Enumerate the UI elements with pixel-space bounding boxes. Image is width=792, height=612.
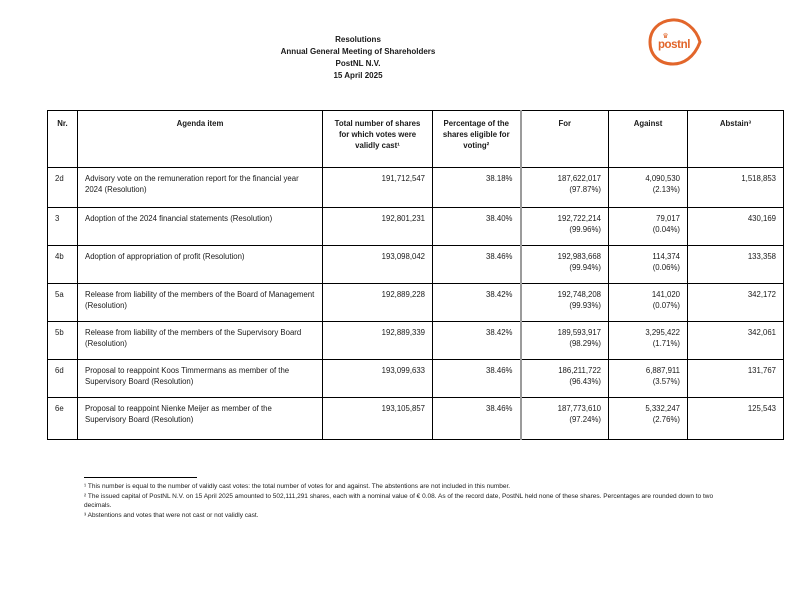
- for-votes: [521, 398, 609, 440]
- against-count: 5,332,247: [645, 404, 680, 413]
- against-votes: [609, 322, 688, 360]
- against-count: 4,090,530: [645, 174, 680, 183]
- row-nr: 5a: [48, 284, 78, 322]
- document-title-block: [0, 34, 716, 82]
- crown-icon: ♛: [662, 33, 669, 40]
- total-shares: 193,105,857: [323, 398, 433, 440]
- postnl-logo: [646, 16, 704, 70]
- against-votes: [609, 246, 688, 284]
- col-header-nr: Nr.: [48, 111, 78, 168]
- percentage-eligible: 38.46%: [433, 360, 521, 398]
- percentage-eligible: 38.46%: [433, 398, 521, 440]
- table-row: [48, 284, 784, 322]
- against-count: 141,020: [651, 290, 680, 299]
- title-line-meeting: Annual General Meeting of Shareholders: [280, 47, 436, 56]
- against-percent: (0.07%): [652, 301, 680, 310]
- for-count: 192,722,214: [557, 214, 601, 223]
- title-line-resolutions: Resolutions: [335, 35, 381, 44]
- abstain-votes: 1,518,853: [688, 168, 784, 208]
- against-votes: [609, 208, 688, 246]
- against-percent: (2.13%): [652, 185, 680, 194]
- table-row: [48, 398, 784, 440]
- for-percent: (97.87%): [569, 185, 601, 194]
- against-count: 79,017: [656, 214, 680, 223]
- agenda-item: Proposal to reappoint Nienke Meijer as member of the Supervisory Board (Resolution): [78, 398, 323, 440]
- total-shares: 192,889,339: [323, 322, 433, 360]
- for-percent: (99.93%): [569, 301, 601, 310]
- against-percent: (3.57%): [652, 377, 680, 386]
- logo-wordmark: postnl: [657, 39, 691, 51]
- agenda-item: Release from liability of the members of the Board of Management (Resolution): [78, 284, 323, 322]
- table-header-row: [48, 111, 784, 168]
- for-count: 187,622,017: [557, 174, 601, 183]
- for-votes: [521, 322, 609, 360]
- col-header-abstain: Abstain³: [688, 111, 784, 168]
- agenda-item: Release from liability of the members of the Supervisory Board (Resolution): [78, 322, 323, 360]
- abstain-votes: 133,358: [688, 246, 784, 284]
- agenda-item: Proposal to reappoint Koos Timmermans as member of the Supervisory Board (Resolution): [78, 360, 323, 398]
- for-percent: (99.96%): [569, 225, 601, 234]
- against-votes: [609, 360, 688, 398]
- table-row: [48, 168, 784, 208]
- row-nr: 6d: [48, 360, 78, 398]
- for-votes: [521, 246, 609, 284]
- for-votes: [521, 284, 609, 322]
- title-line-date: 15 April 2025: [333, 71, 383, 80]
- for-count: 187,773,610: [557, 404, 601, 413]
- agenda-item: Adoption of appropriation of profit (Resolution): [78, 246, 323, 284]
- resolutions-table: [47, 110, 784, 440]
- percentage-eligible: 38.42%: [433, 322, 521, 360]
- title-line-company: PostNL N.V.: [335, 59, 381, 68]
- col-header-percentage: Percentage of the shares eligible for voting²: [433, 111, 521, 168]
- footnote-2: ² The issued capital of PostNL N.V. on 15 April 2025 amounted to 502,111,291 shares, each with a nominal value of € 0.08. As of the record date, PostNL held none of these shares. Percentages are rounded down to two decimals.: [84, 492, 714, 509]
- total-shares: 192,801,231: [323, 208, 433, 246]
- for-votes: [521, 360, 609, 398]
- against-votes: [609, 168, 688, 208]
- row-nr: 6e: [48, 398, 78, 440]
- for-votes: [521, 168, 609, 208]
- row-nr: 4b: [48, 246, 78, 284]
- footnote-3: ³ Abstentions and votes that were not cast or not validly cast.: [84, 511, 259, 519]
- against-percent: (2.76%): [652, 415, 680, 424]
- row-nr: 5b: [48, 322, 78, 360]
- abstain-votes: 342,061: [688, 322, 784, 360]
- abstain-votes: 131,767: [688, 360, 784, 398]
- for-count: 192,748,208: [557, 290, 601, 299]
- total-shares: 191,712,547: [323, 168, 433, 208]
- against-votes: [609, 398, 688, 440]
- abstain-votes: 125,543: [688, 398, 784, 440]
- table-row: [48, 208, 784, 246]
- percentage-eligible: 38.42%: [433, 284, 521, 322]
- abstain-votes: 342,172: [688, 284, 784, 322]
- col-header-agenda: Agenda item: [78, 111, 323, 168]
- for-count: 192,983,668: [557, 252, 601, 261]
- table-row: [48, 360, 784, 398]
- agenda-item: Adoption of the 2024 financial statements (Resolution): [78, 208, 323, 246]
- total-shares: 193,098,042: [323, 246, 433, 284]
- col-header-for: For: [521, 111, 609, 168]
- against-count: 114,374: [652, 252, 680, 261]
- percentage-eligible: 38.40%: [433, 208, 521, 246]
- for-percent: (97.24%): [569, 415, 601, 424]
- against-votes: [609, 284, 688, 322]
- for-percent: (98.29%): [569, 339, 601, 348]
- for-percent: (99.94%): [569, 263, 601, 272]
- col-header-against: Against: [609, 111, 688, 168]
- row-nr: 3: [48, 208, 78, 246]
- percentage-eligible: 38.18%: [433, 168, 521, 208]
- against-percent: (1.71%): [652, 339, 680, 348]
- row-nr: 2d: [48, 168, 78, 208]
- total-shares: 193,099,633: [323, 360, 433, 398]
- for-percent: (96.43%): [569, 377, 601, 386]
- postnl-logo-icon: [646, 16, 704, 70]
- abstain-votes: 430,169: [688, 208, 784, 246]
- for-count: 186,211,722: [558, 366, 601, 375]
- against-count: 6,887,911: [645, 366, 680, 375]
- against-percent: (0.04%): [652, 225, 680, 234]
- col-header-total: Total number of shares for which votes were validly cast¹: [323, 111, 433, 168]
- table-row: [48, 322, 784, 360]
- percentage-eligible: 38.46%: [433, 246, 521, 284]
- total-shares: 192,889,228: [323, 284, 433, 322]
- footnote-separator: [84, 477, 197, 478]
- agenda-item: Advisory vote on the remuneration report for the financial year 2024 (Resolution): [78, 168, 323, 208]
- for-votes: [521, 208, 609, 246]
- footnote-1: ¹ This number is equal to the number of validly cast votes: the total number of votes for and against. The abstentions are not included in this number.: [84, 483, 511, 490]
- footnotes-block: [84, 482, 716, 520]
- for-count: 189,593,917: [557, 328, 601, 337]
- against-count: 3,295,422: [645, 328, 680, 337]
- table-row: [48, 246, 784, 284]
- against-percent: (0.06%): [652, 263, 680, 272]
